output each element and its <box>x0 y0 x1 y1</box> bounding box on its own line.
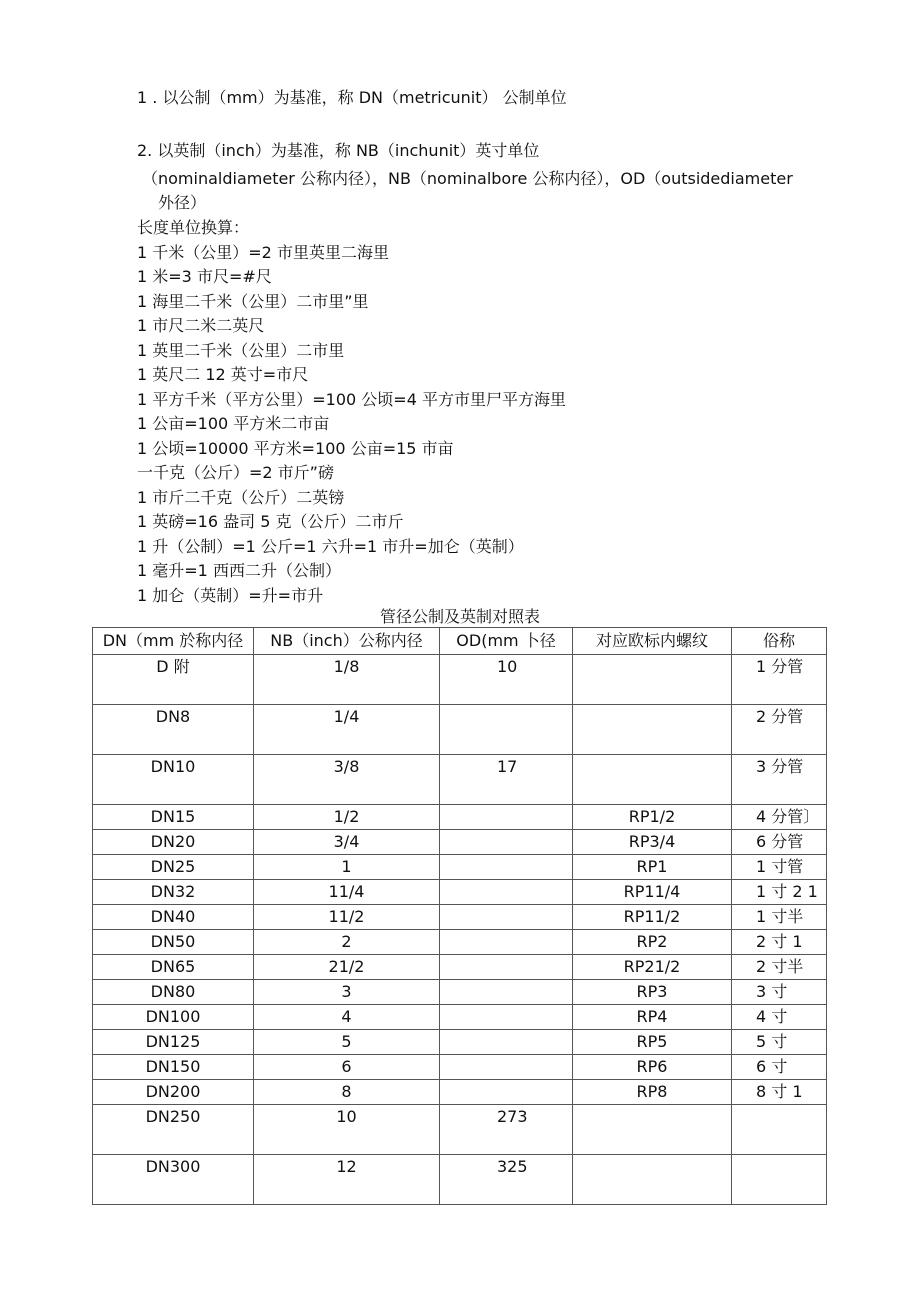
table-row <box>93 705 827 755</box>
conversion-item: 1 千米（公里）=2 市里英里二海里 <box>137 242 389 262</box>
cell-nickname: 4 分管〕 <box>732 805 827 830</box>
cell-nickname: 6 寸 <box>732 1055 827 1080</box>
cell-nb: 3/8 <box>254 755 440 805</box>
cell-dn: D 附 <box>93 655 254 705</box>
table-title: 管径公制及英制对照表 <box>379 607 540 626</box>
conversion-list <box>137 216 566 608</box>
cell-nb: 11/2 <box>254 905 440 930</box>
conversion-item: 1 平方千米（平方公里）=100 公顷=4 平方市里尸平方海里 <box>137 389 566 409</box>
cell-thread <box>573 755 732 805</box>
conversion-item: 1 市斤二千克（公斤）二英镑 <box>137 487 345 507</box>
table-row <box>93 930 827 955</box>
table-row <box>93 1155 827 1205</box>
cell-nickname: 1 分管 <box>732 655 827 705</box>
cell-thread: RP3/4 <box>573 830 732 855</box>
cell-nickname: 2 分管 <box>732 705 827 755</box>
conversion-item: 1 公顷=10000 平方米=100 公亩=15 市亩 <box>137 438 454 458</box>
table-row <box>93 830 827 855</box>
cell-thread: RP4 <box>573 1005 732 1030</box>
table-row <box>93 980 827 1005</box>
table-row <box>93 855 827 880</box>
intro-line-terms: （nominaldiameter 公称内径），NB（nominalbore 公称内径），OD（outsidediameter <box>142 169 793 188</box>
cell-nb: 12 <box>254 1155 440 1205</box>
cell-dn: DN80 <box>93 980 254 1005</box>
conversion-item: 1 毫升=1 西西二升（公制） <box>137 561 341 580</box>
cell-od <box>440 830 573 855</box>
cell-nickname <box>732 1155 827 1205</box>
cell-nickname: 4 寸 <box>732 1005 827 1030</box>
cell-od <box>440 1030 573 1055</box>
cell-dn: DN300 <box>93 1155 254 1205</box>
cell-thread: RP1 <box>573 855 732 880</box>
cell-od <box>440 805 573 830</box>
table-row <box>93 655 827 705</box>
table-row <box>93 880 827 905</box>
intro-line-imperial: 2. 以英制（inch）为基准，称 NB（inchunit）英寸单位 <box>137 141 540 160</box>
cell-dn: DN200 <box>93 1080 254 1105</box>
conversion-item: 1 市尺二米二英尺 <box>137 316 265 335</box>
cell-nickname: 1 寸 2 1 <box>732 880 827 905</box>
cell-od <box>440 1080 573 1105</box>
cell-thread: RP5 <box>573 1030 732 1055</box>
cell-thread: RP11/4 <box>573 880 732 905</box>
header-thread: 对应欧标内螺纹 <box>573 628 732 655</box>
cell-od <box>440 955 573 980</box>
cell-od: 273 <box>440 1105 573 1155</box>
cell-nb: 5 <box>254 1030 440 1055</box>
cell-nb: 10 <box>254 1105 440 1155</box>
cell-od: 325 <box>440 1155 573 1205</box>
table-row <box>93 1005 827 1030</box>
cell-od <box>440 980 573 1005</box>
cell-dn: DN20 <box>93 830 254 855</box>
cell-nickname: 3 分管 <box>732 755 827 805</box>
conversion-item: 1 升（公制）=1 公斤=1 六升=1 市升=加仑（英制） <box>137 536 524 556</box>
header-nb: NB（inch）公称内径 <box>254 628 440 655</box>
cell-od <box>440 930 573 955</box>
cell-thread <box>573 705 732 755</box>
cell-thread <box>573 1105 732 1155</box>
cell-nickname: 5 寸 <box>732 1030 827 1055</box>
cell-dn: DN125 <box>93 1030 254 1055</box>
table-row <box>93 1030 827 1055</box>
table-row <box>93 955 827 980</box>
table-row <box>93 1105 827 1155</box>
cell-thread: RP21/2 <box>573 955 732 980</box>
cell-dn: DN65 <box>93 955 254 980</box>
cell-od <box>440 1055 573 1080</box>
table-header-row <box>93 628 827 655</box>
cell-nb: 1 <box>254 855 440 880</box>
cell-thread: RP2 <box>573 930 732 955</box>
pipe-size-table <box>92 627 827 1205</box>
cell-nickname: 8 寸 1 <box>732 1080 827 1105</box>
cell-dn: DN32 <box>93 880 254 905</box>
table-row <box>93 1055 827 1080</box>
cell-nb: 21/2 <box>254 955 440 980</box>
cell-nickname: 6 分管 <box>732 830 827 855</box>
cell-od <box>440 880 573 905</box>
cell-nickname: 1 寸半 <box>732 905 827 930</box>
conversion-item: 1 米=3 市尺=#尺 <box>137 267 272 286</box>
cell-dn: DN25 <box>93 855 254 880</box>
conversion-item: 1 海里二千米（公里）二市里”里 <box>137 291 369 311</box>
cell-thread: RP1/2 <box>573 805 732 830</box>
table-row <box>93 805 827 830</box>
intro-line-metric: 1 . 以公制（mm）为基准，称 DN（metricunit） 公制单位 <box>137 88 567 107</box>
header-od: OD(mm 卜径 <box>440 628 573 655</box>
cell-od <box>440 1005 573 1030</box>
cell-nickname: 2 寸半 <box>732 955 827 980</box>
cell-thread: RP8 <box>573 1080 732 1105</box>
cell-nb: 1/8 <box>254 655 440 705</box>
cell-thread: RP11/2 <box>573 905 732 930</box>
cell-nb: 4 <box>254 1005 440 1030</box>
conversion-heading: 长度单位换算： <box>137 218 250 237</box>
conversion-item: 1 加仑（英制）=升=市升 <box>137 585 324 605</box>
conversion-item: 1 英里二千米（公里）二市里 <box>137 340 345 360</box>
cell-od: 10 <box>440 655 573 705</box>
cell-od <box>440 855 573 880</box>
cell-nb: 1/2 <box>254 805 440 830</box>
cell-nb: 2 <box>254 930 440 955</box>
cell-nb: 3 <box>254 980 440 1005</box>
cell-nickname: 3 寸 <box>732 980 827 1005</box>
cell-dn: DN100 <box>93 1005 254 1030</box>
header-nickname: 俗称 <box>732 628 827 655</box>
cell-od: 17 <box>440 755 573 805</box>
cell-nickname <box>732 1105 827 1155</box>
conversion-item: 1 公亩=100 平方米二市亩 <box>137 414 330 433</box>
cell-nb: 11/4 <box>254 880 440 905</box>
cell-dn: DN8 <box>93 705 254 755</box>
table-row <box>93 755 827 805</box>
cell-dn: DN10 <box>93 755 254 805</box>
table-row <box>93 1080 827 1105</box>
header-dn: DN（mm 於称内径 <box>93 628 254 655</box>
intro-line-terms-cont: 外径） <box>158 193 207 212</box>
cell-nb: 6 <box>254 1055 440 1080</box>
cell-dn: DN40 <box>93 905 254 930</box>
cell-nb: 1/4 <box>254 705 440 755</box>
cell-dn: DN250 <box>93 1105 254 1155</box>
table-row <box>93 905 827 930</box>
cell-thread: RP6 <box>573 1055 732 1080</box>
cell-nickname: 1 寸管 <box>732 855 827 880</box>
cell-dn: DN150 <box>93 1055 254 1080</box>
cell-od <box>440 905 573 930</box>
cell-nickname: 2 寸 1 <box>732 930 827 955</box>
cell-thread <box>573 1155 732 1205</box>
cell-thread <box>573 655 732 705</box>
cell-dn: DN50 <box>93 930 254 955</box>
conversion-item: 1 英磅=16 盎司 5 克（公斤）二市斤 <box>137 512 404 531</box>
cell-nb: 8 <box>254 1080 440 1105</box>
table-body <box>93 655 827 1205</box>
conversion-item: 一千克（公斤）=2 市斤”磅 <box>137 463 334 482</box>
cell-dn: DN15 <box>93 805 254 830</box>
cell-thread: RP3 <box>573 980 732 1005</box>
cell-nb: 3/4 <box>254 830 440 855</box>
conversion-item: 1 英尺二 12 英寸=市尺 <box>137 365 309 384</box>
cell-od <box>440 705 573 755</box>
